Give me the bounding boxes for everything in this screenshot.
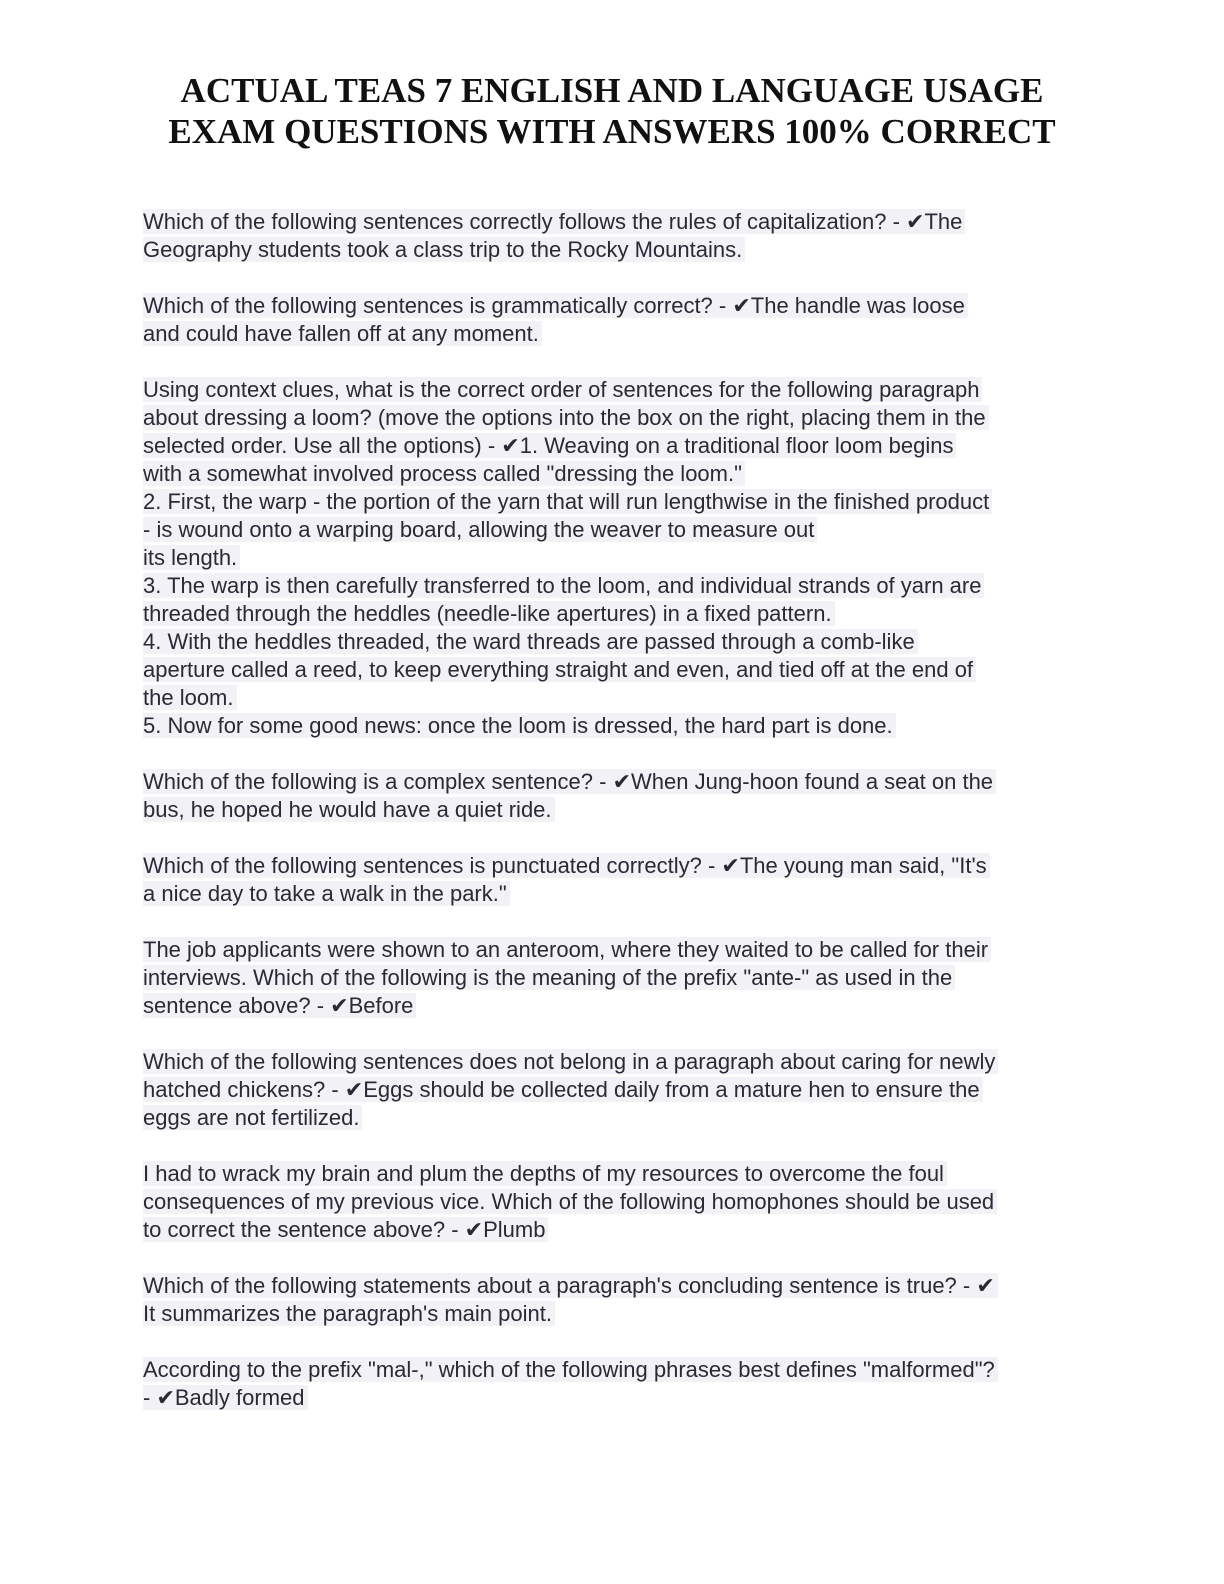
qa-item: [143, 1272, 1083, 1328]
qa-text: with a somewhat involved process called "dressing the loom.": [143, 461, 745, 486]
qa-text-line: [143, 880, 1083, 908]
qa-text-line: [143, 1188, 1083, 1216]
qa-item: [143, 1356, 1083, 1412]
title-line-1: ACTUAL TEAS 7 ENGLISH AND LANGUAGE USAGE: [180, 71, 1044, 110]
qa-text: It summarizes the paragraph's main point.: [143, 1301, 555, 1326]
qa-text-line: [143, 992, 1083, 1020]
qa-text-line: [143, 1104, 1083, 1132]
qa-text-line: [143, 1356, 1083, 1384]
qa-item: [143, 1048, 1083, 1132]
qa-text-line: [143, 488, 1083, 516]
qa-text-line: [143, 852, 1083, 880]
qa-text: Using context clues, what is the correct order of sentences for the following paragraph: [143, 377, 982, 402]
qa-text-line: [143, 964, 1083, 992]
qa-text: The job applicants were shown to an anteroom, where they waited to be called for their: [143, 937, 991, 962]
qa-text-line: [143, 1076, 1083, 1104]
qa-text: Which of the following sentences correctly follows the rules of capitalization? - ✔The: [143, 209, 965, 234]
qa-text-line: [143, 768, 1083, 796]
qa-text: its length.: [143, 545, 240, 570]
title-line-2: EXAM QUESTIONS WITH ANSWERS 100% CORRECT: [168, 112, 1056, 151]
qa-text-line: [143, 712, 1083, 740]
qa-text: According to the prefix "mal-," which of the following phrases best defines "malformed"?: [143, 1357, 998, 1382]
qa-text-line: [143, 1160, 1083, 1188]
qa-text: aperture called a reed, to keep everything straight and even, and tied off at the end of: [143, 657, 976, 682]
qa-list: [143, 208, 1083, 1440]
qa-text: - is wound onto a warping board, allowing the weaver to measure out: [143, 517, 817, 542]
qa-text: to correct the sentence above? - ✔Plumb: [143, 1217, 548, 1242]
qa-text: - ✔Badly formed: [143, 1385, 308, 1410]
qa-text-line: [143, 628, 1083, 656]
qa-text: consequences of my previous vice. Which of the following homophones should be used: [143, 1189, 997, 1214]
qa-item: [143, 1160, 1083, 1244]
qa-text: 2. First, the warp - the portion of the yarn that will run lengthwise in the finished product: [143, 489, 992, 514]
qa-text: sentence above? - ✔Before: [143, 993, 416, 1018]
qa-text: the loom.: [143, 685, 237, 710]
qa-text-line: [143, 404, 1083, 432]
qa-item: [143, 292, 1083, 348]
qa-text-line: [143, 656, 1083, 684]
qa-item: [143, 376, 1083, 740]
qa-text-line: [143, 460, 1083, 488]
document-title: [100, 70, 1124, 152]
qa-text-line: [143, 376, 1083, 404]
qa-text: threaded through the heddles (needle-like apertures) in a fixed pattern.: [143, 601, 835, 626]
qa-text-line: [143, 544, 1083, 572]
qa-text: Which of the following statements about a paragraph's concluding sentence is true? - ✔: [143, 1273, 998, 1298]
qa-text-line: [143, 1300, 1083, 1328]
qa-text-line: [143, 208, 1083, 236]
qa-text: 5. Now for some good news: once the loom is dressed, the hard part is done.: [143, 713, 896, 738]
qa-text-line: [143, 320, 1083, 348]
qa-text: interviews. Which of the following is the meaning of the prefix "ante-" as used in the: [143, 965, 955, 990]
qa-text: 4. With the heddles threaded, the ward threads are passed through a comb-like: [143, 629, 918, 654]
qa-item: [143, 208, 1083, 264]
qa-text-line: [143, 432, 1083, 460]
qa-text-line: [143, 1216, 1083, 1244]
qa-text-line: [143, 1272, 1083, 1300]
qa-text: about dressing a loom? (move the options into the box on the right, placing them in the: [143, 405, 989, 430]
qa-text: a nice day to take a walk in the park.": [143, 881, 510, 906]
qa-item: [143, 768, 1083, 824]
qa-text-line: [143, 236, 1083, 264]
qa-text: I had to wrack my brain and plum the depths of my resources to overcome the foul: [143, 1161, 947, 1186]
qa-text: Which of the following is a complex sentence? - ✔When Jung-hoon found a seat on the: [143, 769, 996, 794]
qa-text: and could have fallen off at any moment.: [143, 321, 542, 346]
qa-text-line: [143, 796, 1083, 824]
qa-text: selected order. Use all the options) - ✔1. Weaving on a traditional floor loom begins: [143, 433, 956, 458]
qa-text-line: [143, 684, 1083, 712]
qa-text-line: [143, 1384, 1083, 1412]
qa-text-line: [143, 936, 1083, 964]
qa-text-line: [143, 292, 1083, 320]
qa-text-line: [143, 572, 1083, 600]
qa-text-line: [143, 516, 1083, 544]
qa-text: eggs are not fertilized.: [143, 1105, 362, 1130]
qa-text: hatched chickens? - ✔Eggs should be collected daily from a mature hen to ensure the: [143, 1077, 983, 1102]
qa-text: Geography students took a class trip to the Rocky Mountains.: [143, 237, 745, 262]
qa-text: Which of the following sentences is grammatically correct? - ✔The handle was loose: [143, 293, 968, 318]
qa-text: 3. The warp is then carefully transferred to the loom, and individual strands of yarn are: [143, 573, 984, 598]
qa-text-line: [143, 1048, 1083, 1076]
qa-item: [143, 936, 1083, 1020]
qa-text: Which of the following sentences does not belong in a paragraph about caring for newly: [143, 1049, 998, 1074]
qa-text-line: [143, 600, 1083, 628]
qa-item: [143, 852, 1083, 908]
qa-text: bus, he hoped he would have a quiet ride.: [143, 797, 555, 822]
qa-text: Which of the following sentences is punctuated correctly? - ✔The young man said, "It's: [143, 853, 990, 878]
